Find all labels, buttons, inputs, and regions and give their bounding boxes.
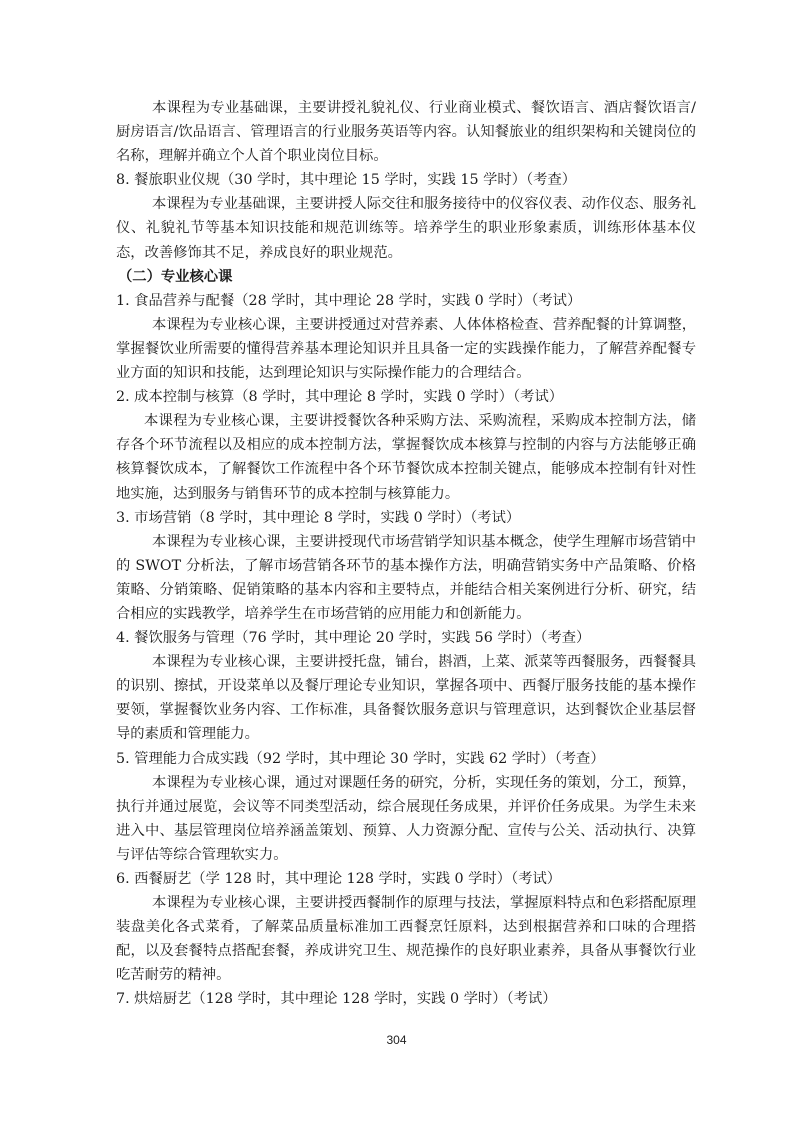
core-course-description-3: 本课程为专业核心课，主要讲授现代市场营销学知识基本概念，使学生理解市场营销中的 SWOT 分析法，了解市场营销各环节的基本操作方法，明确营销实务中产品策略、价格策略、分销策略、促销策略的基本内容和主要特点，并能结合相关案例进行分析、研究，结合相应的实践教学，培养学生在市场营销的应用能力和创新能力。 [116,533,696,622]
intro-paragraph: 本课程为专业基础课，主要讲授礼貌礼仪、行业商业模式、餐饮语言、酒店餐饮语言/厨房语言/饮品语言、管理语言的行业服务英语等内容。认知餐旅业的组织架构和关键岗位的名称，理解并确立个人首个职业岗位目标。 [116,100,696,165]
core-course-title-2: 2. 成本控制与核算（8 学时，其中理论 8 学时，实践 0 学时）（考试） [116,389,564,406]
core-course-title-7: 7. 烘焙厨艺（128 学时，其中理论 128 学时，实践 0 学时）（考试） [116,991,557,1008]
core-course-description-5: 本课程为专业核心课，通过对课题任务的研究，分析，实现任务的策划，分工，预算，执行并通过展览，会议等不同类型活动，综合展现任务成果，并评价任务成果。为学生未来进入中、基层管理岗位培养涵盖策划、预算、人力资源分配、宣传与公关、活动执行、决算与评估等综合管理软实力。 [116,774,696,863]
page-content [116,96,696,1012]
core-course-description-6: 本课程为专业核心课，主要讲授西餐制作的原理与技法，掌握原料特点和色彩搭配原理装盘美化各式菜肴，了解菜品质量标准加工西餐烹饪原料，达到根据营养和口味的合理搭配，以及套餐特点搭配套餐，养成讲究卫生、规范操作的良好职业素养，具备从事餐饮行业吃苦耐劳的精神。 [116,895,696,984]
core-course-title-4: 4. 餐饮服务与管理（76 学时，其中理论 20 学时，实践 56 学时）（考查） [116,630,591,647]
course-description-8: 本课程为专业基础课，主要讲授人际交往和服务接待中的仪容仪表、动作仪态、服务礼仪、礼貌礼节等基本知识技能和规范训练等。培养学生的职业形象素质，训练形体基本仪态，改善修饰其不足，养成良好的职业规范。 [116,196,696,261]
core-course-title-6: 6. 西餐厨艺（学 128 时，其中理论 128 学时，实践 0 学时）（考试） [116,871,562,887]
page-number: 304 [386,1033,407,1047]
course-title-8: 8. 餐旅职业仪规（30 学时，其中理论 15 学时，实践 15 学时）（考查） [116,172,577,189]
core-course-description-2: 本课程为专业核心课，主要讲授餐饮各种采购方法、采购流程，采购成本控制方法，储存各个环节流程以及相应的成本控制方法，掌握餐饮成本核算与控制的内容与方法能够正确核算餐饮成本，了解餐饮工作流程中各个环节餐饮成本控制关键点，能够成本控制有针对性地实施，达到服务与销售环节的成本控制与核算能力。 [116,413,696,502]
core-course-title-3: 3. 市场营销（8 学时，其中理论 8 学时，实践 0 学时）（考试） [116,509,521,526]
core-course-title-1: 1. 食品营养与配餐（28 学时，其中理论 28 学时，实践 0 学时）（考试） [116,292,582,309]
core-course-description-4: 本课程为专业核心课，主要讲授托盘，铺台，斟酒，上菜、派菜等西餐服务，西餐餐具的识别、擦拭，开设菜单以及餐厅理论专业知识，掌握各项中、西餐厅服务技能的基本操作要领，掌握餐饮业务内容、工作标准，具备餐饮服务意识与管理意识，达到餐饮企业基层督导的素质和管理能力。 [116,654,696,743]
core-course-title-5: 5. 管理能力合成实践（92 学时，其中理论 30 学时，实践 62 学时）（考查） [116,750,605,767]
section-heading: （二）专业核心课 [118,268,233,285]
core-course-description-1: 本课程为专业核心课，主要讲授通过对营养素、人体体格检查、营养配餐的计算调整，掌握餐饮业所需要的懂得营养基本理论知识并且具备一定的实践操作能力，了解营养配餐专业方面的知识和技能，达到理论知识与实际操作能力的合理结合。 [116,316,696,382]
